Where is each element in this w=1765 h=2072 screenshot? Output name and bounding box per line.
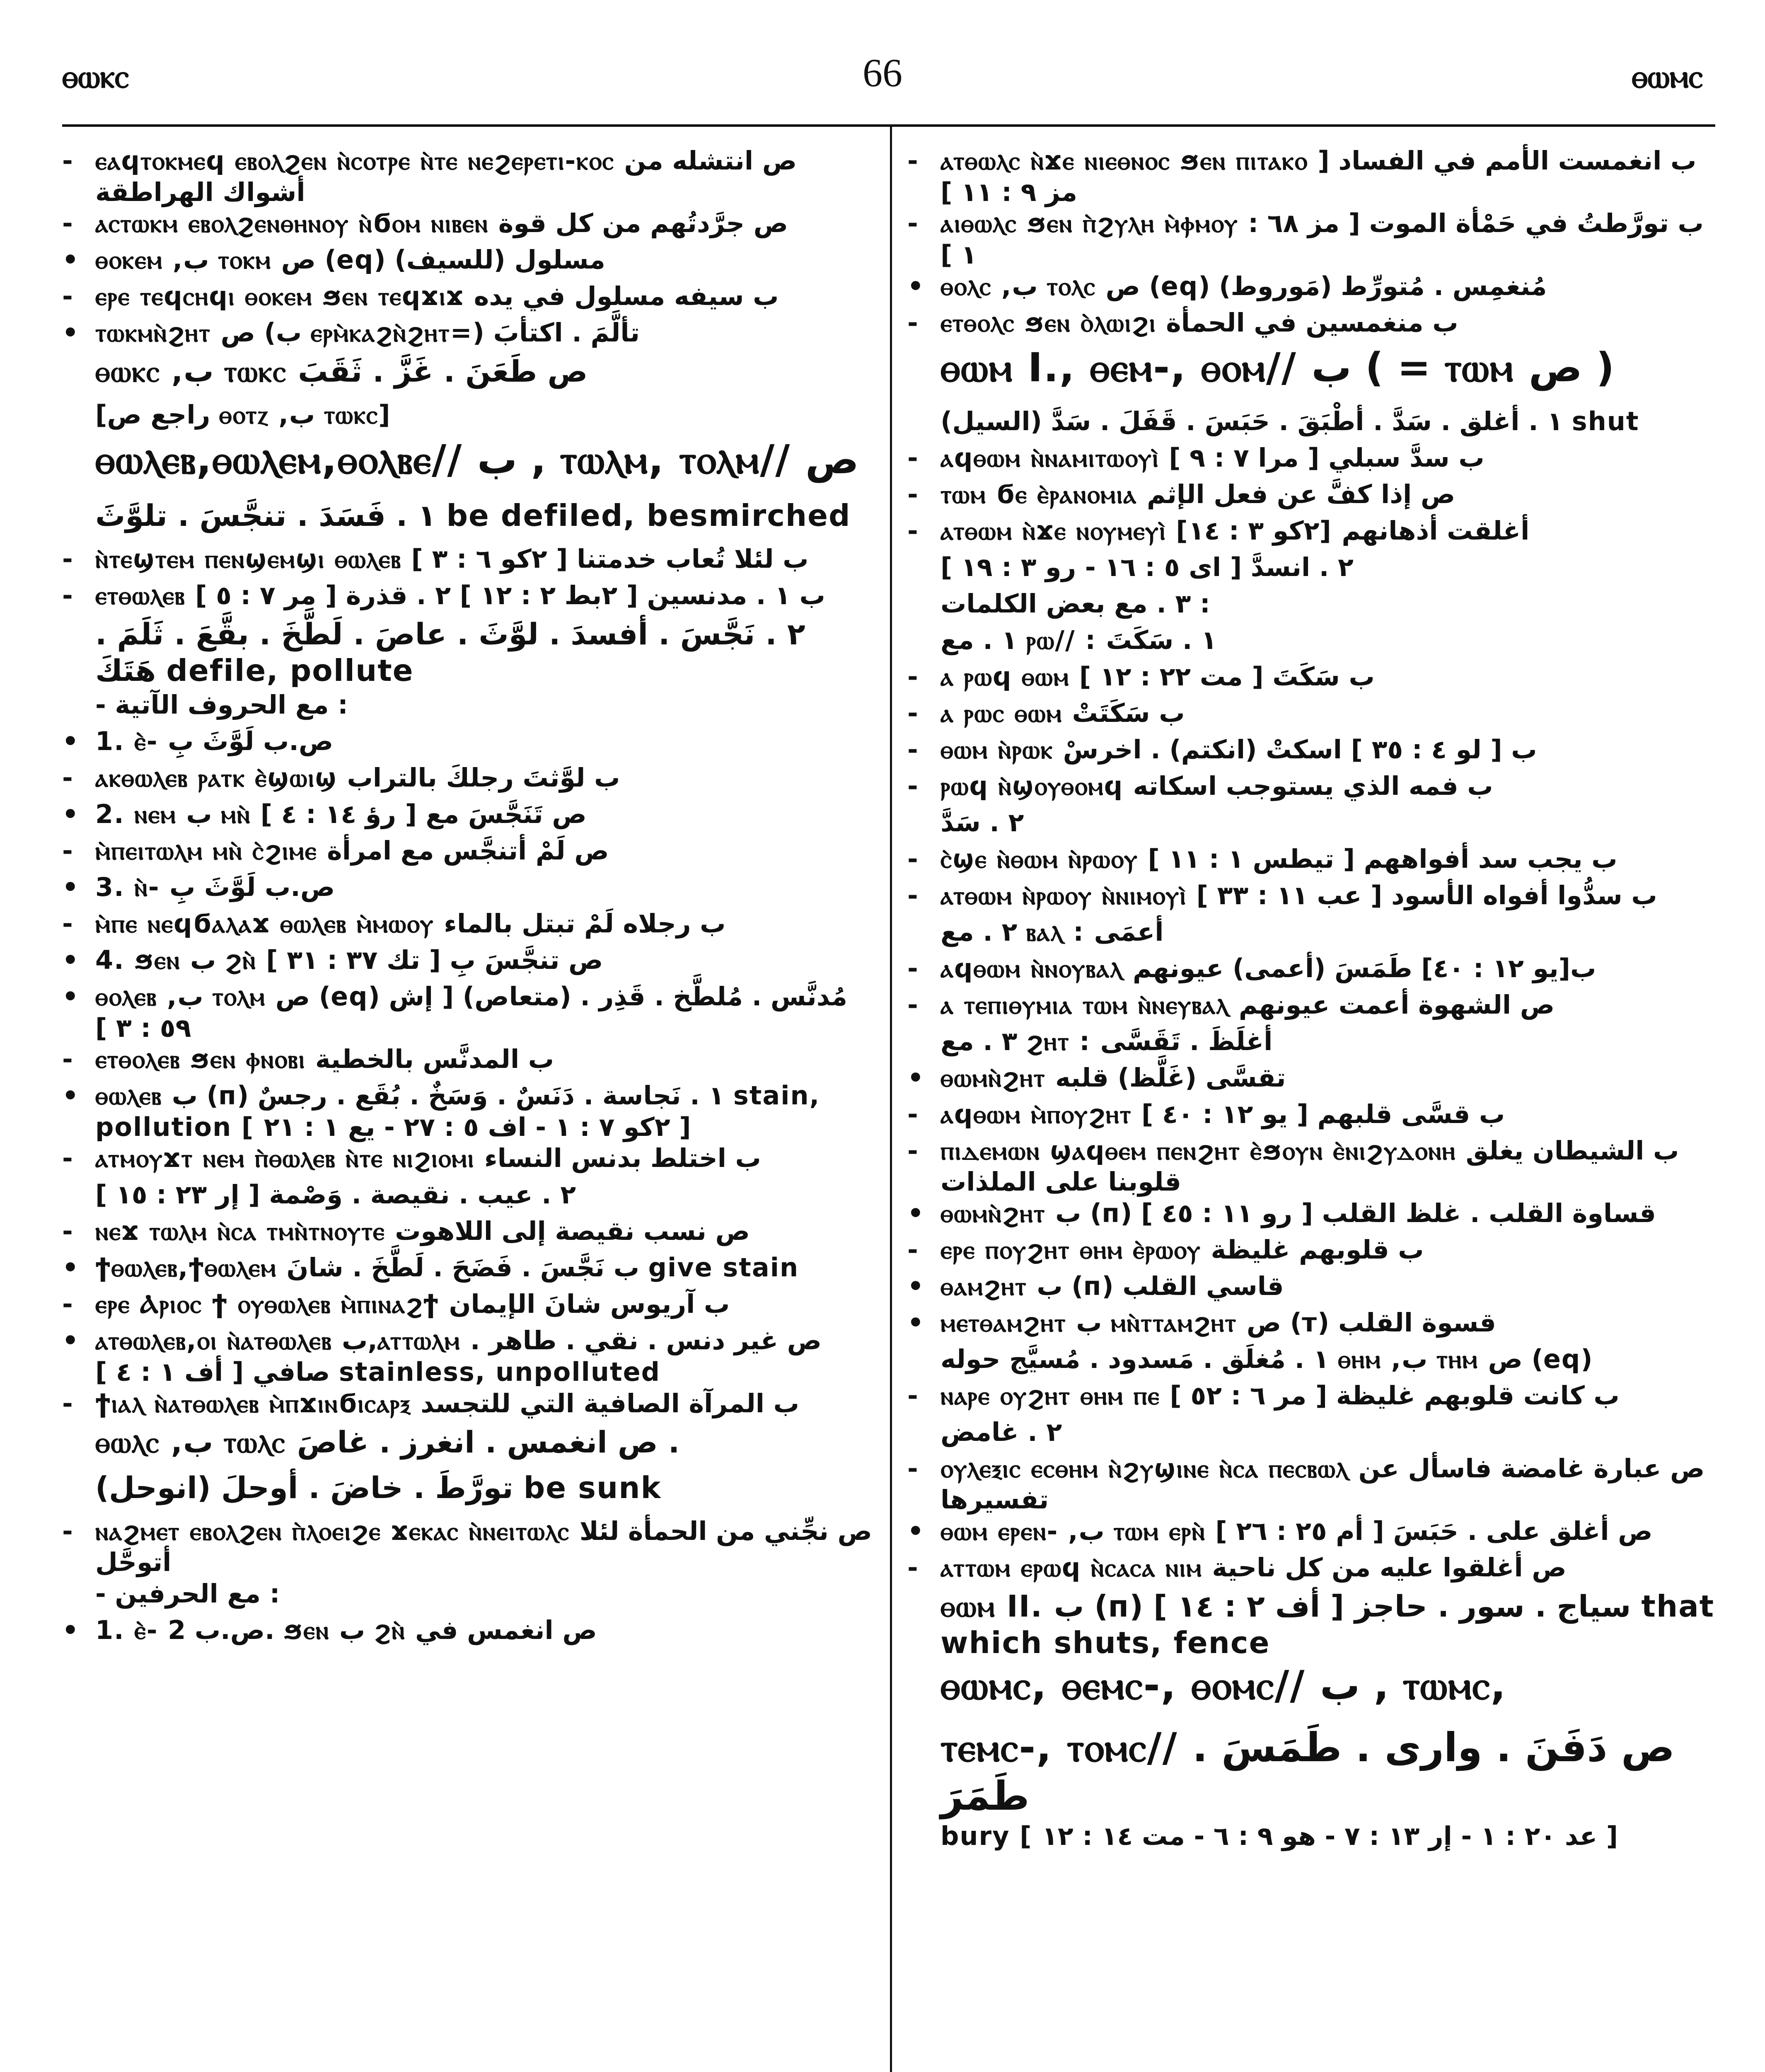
dictionary-entry xyxy=(907,1198,1719,1234)
entry-text: ⲁⲕⲑⲱⲗⲉⲃ ⲣⲁⲧⲕ ⲉ̀ϣⲱⲓϣ ب لوَّثتَ رجلكَ بالتراب xyxy=(95,762,620,793)
dictionary-entry xyxy=(62,835,874,871)
entry-text: تورَّطَ . خاضَ . أوحلَ (انوحل) be sunk xyxy=(95,1470,662,1505)
entry-bullet: • xyxy=(62,981,79,1012)
dictionary-entry xyxy=(907,1099,1719,1135)
entry-text: ⲑⲱⲗⲉⲃ ب (п) ١ . نَجاسة . دَنَسٌ . وَسَخٌ . بُقَع . رجسٌ stain, pollution [ ٢كو ٧ : ١ - اف ٥ : ٢٧ - يع ١ : ٢١ ] xyxy=(95,1080,820,1142)
entry-text: ⲁϥⲑⲱⲙ ⲛ̀ⲛⲁⲙⲓⲧⲱⲟⲩⲓ̀ ب سدَّ سبلي [ مرا ٧ : ٩ ] xyxy=(941,442,1485,473)
entry-text: ⲁϥⲑⲱⲙ ⲙ̀ⲡⲟⲩϩⲏⲧ ب قسَّى قلبهم [ يو ١٢ : ٤٠ ] xyxy=(941,1099,1505,1129)
entry-text: ⲑⲱⲙ I., ⲑⲉⲙ-, ⲑⲟⲙ// ب ( = ⲧⲱⲙ ص ) xyxy=(941,344,1615,391)
entry-bullet: - xyxy=(907,515,918,546)
entry-bullet: • xyxy=(62,726,79,756)
dictionary-entry xyxy=(907,145,1719,208)
entry-bullet: • xyxy=(62,1325,79,1356)
dictionary-entry xyxy=(62,145,874,208)
entry-text: ⲁϥⲑⲱⲙ ⲛ̀ⲛⲟⲩⲃⲁⲗ ب[يو ١٢ : ٤٠] طَمَسَ (أعمى) عيونهم xyxy=(941,953,1596,983)
entry-bullet: - xyxy=(907,1234,918,1265)
entry-text: ١ . فَسَدَ . تنجَّسَ . تلوَّثَ be defiled, besmirched xyxy=(95,498,851,533)
dictionary-entry xyxy=(62,1424,874,1470)
dictionary-entry xyxy=(62,1080,874,1143)
dictionary-entry xyxy=(907,406,1719,442)
entry-bullet: - xyxy=(62,580,73,611)
dictionary-entry xyxy=(62,1043,874,1080)
entry-text: 1. ⲉ̀- ص.ب 2. ϧⲉⲛ ب ϩⲛ̀ ص انغمس في xyxy=(95,1615,597,1645)
entry-text: ⲙⲉⲧⲑⲁⲙϩⲏⲧ ب ⲙⲛ̀ⲧⲧⲁⲙϩⲏⲧ ص (т) قسوة القلب xyxy=(941,1307,1496,1338)
entry-text: ٣ . مع ϩⲏⲧ : أغلَظَ . تَقَسَّى xyxy=(941,1026,1273,1056)
entry-bullet: - xyxy=(62,1388,73,1418)
entry-bullet: - xyxy=(907,442,918,473)
dictionary-entry xyxy=(907,807,1719,843)
entry-bullet: - xyxy=(62,835,73,866)
entry-text: ⲑⲱⲙⲥ, ⲑⲉⲙⲥ-, ⲑⲟⲙⲥ// ب , ⲧⲱⲙⲥ, xyxy=(941,1662,1507,1709)
entry-bullet: • xyxy=(907,1271,924,1301)
dictionary-entry xyxy=(62,944,874,981)
entry-bullet: - xyxy=(907,843,918,874)
dictionary-entry xyxy=(62,1470,874,1515)
entry-text: ⲙ̀ⲡⲉⲓⲧⲱⲗⲙ ⲙⲛ̀ ⲥ̀ϩⲓⲙⲉ ص لَمْ أتنجَّس مع امرأة xyxy=(95,835,609,866)
entry-text: ⲧⲱⲙ ϭⲉ ⲉ̀ⲣⲁⲛⲟⲙⲓⲁ ص إذا كفَّ عن فعل الإثم xyxy=(941,479,1456,509)
entry-text: ⲁⲥⲧⲱⲕⲙ ⲉⲃⲟⲗϩⲉⲛⲑⲏⲛⲟⲩ ⲛ̀ϭⲟⲙ ⲛⲓⲃⲉⲛ ص جرَّدتُهم من كل قوة xyxy=(95,208,788,239)
entry-text: ⲛⲁⲣⲉ ⲟⲩϩⲏⲧ ⲑⲏⲙ ⲡⲉ ب كانت قلوبهم غليظة [ مر ٦ : ٥٢ ] xyxy=(941,1380,1620,1411)
entry-text: ٢ . عيب . نقيصة . وَصْمة [ إر ٢٣ : ١٥ ] xyxy=(95,1179,576,1210)
entry-text: ⲉⲣⲉ ⲡⲟⲩϩⲏⲧ ⲑⲏⲙ ⲉ̀ⲣⲱⲟⲩ ب قلوبهم غليظة xyxy=(941,1234,1424,1265)
dictionary-entry xyxy=(907,1380,1719,1416)
entry-text: [راجع ص ⲑⲟⲧⲍ ,ب ⲧⲱⲕⲥ] xyxy=(95,399,390,430)
dictionary-entry xyxy=(62,244,874,281)
entry-text: ⲁⲧⲑⲱⲙ ⲛ̀ⲣⲱⲟⲩ ⲛ̀ⲛⲓⲙⲟⲩⲓ̀ ب سدُّوا أفواه الأسود [ عب ١١ : ٣٣ ] xyxy=(941,880,1657,910)
dictionary-entry xyxy=(62,1325,874,1387)
entry-text: ⲑⲱⲙ ⲉⲣⲉⲛ- ,ب ⲧⲱⲙ ⲉⲣⲛ̀ ص أغلق على . حَبَسَ [ أم ٢٥ : ٢٦ ] xyxy=(941,1516,1653,1546)
entry-text: ٣ . مع بعض الكلمات : xyxy=(941,588,1210,619)
entry-text: ٢ . مع ⲃⲁⲗ : أعمَى xyxy=(941,916,1164,947)
entry-bullet: - xyxy=(62,544,73,574)
dictionary-entry xyxy=(907,1552,1719,1588)
entry-text: ٢ . نَجَّسَ . أفسدَ . لوَّثَ . عاصَ . لَطَّخَ . بقَّعَ . ثَلَمَ . هَتَكَ defile, pollute xyxy=(95,617,805,688)
dictionary-entry xyxy=(62,616,874,689)
entry-text: ⲑⲟⲕⲉⲙ ,ب ⲧⲟⲕⲙ ص (eq) مسلول (للسيف) xyxy=(95,244,605,275)
dictionary-entry xyxy=(62,436,874,498)
entry-bullet: - xyxy=(62,1515,73,1546)
entry-text: ⲥ̀ϣⲉ ⲛ̀ⲑⲱⲙ ⲛ̀ⲣⲱⲟⲩ ب يجب سد أفواههم [ تيطس ١ : ١١ ] xyxy=(941,843,1618,874)
entry-text: ⲁⲧⲙⲟⲩϫⲧ ⲛⲉⲙ ⲡ̀ⲑⲱⲗⲉⲃ ⲛ̀ⲧⲉ ⲛⲓϩⲓⲟⲙⲓ ب اختلط بدنس النساء xyxy=(95,1143,761,1174)
entry-text: ⲣⲱϥ ⲛ̀ϣⲟⲩⲑⲟⲙϥ ب فمه الذي يستوجب اسكاته xyxy=(941,770,1493,801)
dictionary-entry xyxy=(907,1820,1719,1857)
dictionary-entry xyxy=(62,580,874,616)
dictionary-entry xyxy=(907,1661,1719,1723)
dictionary-entry xyxy=(62,498,874,543)
dictionary-entry xyxy=(907,880,1719,916)
entry-bullet: • xyxy=(907,1307,924,1338)
dictionary-entry xyxy=(62,1252,874,1288)
header-rule xyxy=(62,124,1715,127)
entry-bullet: - xyxy=(907,1135,918,1166)
entry-bullet: - xyxy=(907,1099,918,1129)
dictionary-entry xyxy=(907,588,1719,625)
entry-text: ١ . مُغلَق . مَسدود . مُسيَّج حوله ⲑⲏⲙ ,ب ⲧⲏⲙ ص (eq) xyxy=(941,1343,1593,1374)
entry-text: ⲑⲁⲙϩⲏⲧ ب (п) قاسي القلب xyxy=(941,1271,1284,1301)
entry-text: ⲉⲣⲉ Ⲁⲣⲓⲟⲥ ϯ ⲟⲩⲑⲱⲗⲉⲃ ⲙ̀ⲡⲓⲛⲁϩϯ ب آريوس شانَ الإيمان xyxy=(95,1289,730,1319)
entry-bullet: - xyxy=(62,1216,73,1247)
entry-text: ⲉⲧⲑⲱⲗⲉⲃ ب ١ . مدنسين [ ٢بط ٢ : ١٢ ] ٢ . قذرة [ مر ٧ : ٥ ] xyxy=(95,580,825,611)
entry-bullet: - xyxy=(907,479,918,509)
entry-text: - مع الحرفين : xyxy=(95,1578,280,1609)
dictionary-entry xyxy=(907,515,1719,552)
dictionary-entry xyxy=(907,1723,1719,1820)
dictionary-entry xyxy=(62,1215,874,1252)
entry-bullet: - xyxy=(907,697,918,728)
entry-text: - مع الحروف الآتية : xyxy=(95,689,348,720)
dictionary-entry xyxy=(907,307,1719,344)
entry-text: 3. ⲛ̀- ص.ب لَوَّثَ بِ xyxy=(95,871,335,902)
dictionary-entry xyxy=(907,1026,1719,1062)
entry-text: ١ . أغلق . سَدَّ . أطْبَقَ . حَبَسَ . قَفَلَ . سَدَّ (السيل) shut xyxy=(941,406,1639,436)
entry-bullet: • xyxy=(62,1252,79,1283)
dictionary-entry xyxy=(62,317,874,353)
entry-bullet: • xyxy=(62,944,79,975)
running-head-right: ⲑⲱⲙⲥ xyxy=(1632,58,1703,95)
dictionary-entry xyxy=(907,1062,1719,1099)
dictionary-entry xyxy=(907,989,1719,1026)
entry-text: bury [ عد ٢٠ : ١ - إر ١٣ : ٧ - هو ٩ : ٦ - مت ١٤ : ١٢ ] xyxy=(941,1820,1619,1851)
entry-bullet: - xyxy=(907,145,918,176)
entry-text: ⲛⲉϫ ⲧⲱⲗⲙ ⲛ̀ⲥⲁ ⲧⲙⲛ̀ⲧⲛⲟⲩⲧⲉ ص نسب نقيصة إلى اللاهوت xyxy=(95,1216,750,1247)
dictionary-entry xyxy=(907,271,1719,307)
entry-bullet: - xyxy=(62,281,73,312)
entry-bullet: - xyxy=(907,1453,918,1484)
entry-text: ⲟⲩⲗⲉⲝⲓⲥ ⲉⲥⲑⲏⲙ ⲛ̀ϩⲩϣⲓⲛⲉ ⲛ̀ⲥⲁ ⲡⲉⲥⲃⲱⲗ ص عبارة غامضة فاسأل عن تفسيرها xyxy=(941,1453,1705,1515)
entry-text: ϯⲓⲁⲗ ⲛ̀ⲁⲧⲑⲱⲗⲉⲃ ⲙ̀ⲡϫⲓⲛϭⲓⲥⲁⲣⲝ ب المرآة الصافية التي للتجسد xyxy=(95,1388,799,1418)
entry-bullet: - xyxy=(62,145,73,176)
entry-text: 4. ϧⲉⲛ ب ϩⲛ̀ ص تنجَّسَ بِ [ تك ٣٧ : ٣١ ] xyxy=(95,944,603,975)
entry-text: ⲁⲧⲧⲱⲙ ⲉⲣⲱϥ ⲛ̀ⲥⲁⲥⲁ ⲛⲓⲙ ص أغلقوا عليه من كل ناحية xyxy=(941,1552,1567,1583)
entry-text: ϯⲑⲱⲗⲉⲃ,ϯⲑⲱⲗⲉⲙ ب نَجَّسَ . فَضَحَ . لَطَّخَ . شانَ give stain xyxy=(95,1252,799,1283)
dictionary-entry xyxy=(907,442,1719,479)
dictionary-entry xyxy=(907,770,1719,807)
dictionary-entry xyxy=(62,1615,874,1651)
entry-text: ⲁⲧⲑⲱⲗⲥ ⲛ̀ϫⲉ ⲛⲓⲉⲑⲛⲟⲥ ϧⲉⲛ ⲡⲓⲧⲁⲕⲟ ب انغمست الأمم في الفساد [ مز ٩ : ١١ ] xyxy=(941,145,1697,207)
entry-bullet: - xyxy=(907,953,918,983)
page-number: 66 xyxy=(863,51,902,95)
entry-text: ⲁ ⲣⲱϥ ⲑⲱⲙ ب سَكَتَ [ مت ٢٢ : ١٢ ] xyxy=(941,661,1375,692)
entry-text: ⲡⲓⲇⲉⲙⲱⲛ ϣⲁϥⲑⲉⲙ ⲡⲉⲛϩⲏⲧ ⲉ̀ϧⲟⲩⲛ ⲉ̀ⲛⲓϩⲩⲇⲟⲛⲏ ب الشيطان يغلق قلوبنا على الملذات xyxy=(941,1135,1679,1197)
dictionary-entry xyxy=(907,1588,1719,1661)
dictionary-entry xyxy=(907,208,1719,270)
entry-text: ⲁ ⲧⲉⲡⲓⲑⲩⲙⲓⲁ ⲧⲱⲙ ⲛ̀ⲛⲉⲩⲃⲁⲗ ص الشهوة أعمت عيونهم xyxy=(941,989,1555,1020)
entry-text: ١ . مع ⲣⲱ// : ١ . سَكَتَ xyxy=(941,625,1217,655)
entry-text: ⲙ̀ⲡⲉ ⲛⲉϥϭⲁⲗⲁϫ ⲑⲱⲗⲉⲃ ⲙ̀ⲙⲱⲟⲩ ب رجلاه لَمْ تبتل بالماء xyxy=(95,908,726,939)
column-divider xyxy=(890,124,892,2072)
dictionary-entry xyxy=(907,697,1719,734)
entry-text: ⲑⲱⲙ ⲛ̀ⲣⲱⲕ ب [ لو ٤ : ٣٥ ] اسكتْ (انكتم) . اخرسْ xyxy=(941,734,1537,765)
entry-bullet: - xyxy=(62,1289,73,1319)
dictionary-entry xyxy=(907,1453,1719,1515)
right-column xyxy=(907,145,1719,1857)
entry-text: ⲧⲱⲕⲙⲛ̀ϩⲏⲧ ص (ب ⲉⲣⲙ̀ⲕⲁϩⲛ̀ϩⲏⲧ=) تألَّمَ . اكتأبَ xyxy=(95,317,640,348)
entry-text: ٢ . انسدَّ [ اى ٥ : ١٦ - رو ٣ : ١٩ ] xyxy=(941,552,1354,582)
entry-text: ⲑⲱⲙⲛ̀ϩⲏⲧ ب (п) قساوة القلب . غلظ القلب [ رو ١١ : ٤٥ ] xyxy=(941,1198,1656,1228)
dictionary-entry xyxy=(62,208,874,244)
entry-bullet: - xyxy=(907,1380,918,1411)
entry-text: ⲑⲱⲙ II. ب (п) سياج . سور . حاجز [ أف ٢ : ١٤ ] that which shuts, fence xyxy=(941,1589,1715,1660)
running-head-left: ⲑⲱⲕⲥ xyxy=(62,58,129,95)
entry-text: ⲉⲣⲉ ⲧⲉϥⲥⲏϥⲓ ⲑⲟⲕⲉⲙ ϧⲉⲛ ⲧⲉϥϫⲓϫ ب سيفه مسلول في يده xyxy=(95,281,779,312)
dictionary-entry xyxy=(62,1288,874,1325)
dictionary-entry xyxy=(907,1307,1719,1343)
entry-text: ⲧⲉⲙⲥ-, ⲧⲟⲙⲥ// ص دَفَنَ . وارى . طَمَسَ . طَمَرَ xyxy=(941,1724,1675,1819)
entry-bullet: - xyxy=(907,1552,918,1583)
dictionary-entry xyxy=(907,1343,1719,1380)
entry-bullet: - xyxy=(907,770,918,801)
dictionary-entry xyxy=(907,734,1719,770)
entry-text: ⲑⲱⲗⲉⲃ,ⲑⲱⲗⲉⲙ,ⲑⲟⲗⲃⲉ// ب , ⲧⲱⲗⲙ, ⲧⲟⲗⲙ// ص xyxy=(95,436,859,483)
dictionary-entry xyxy=(62,1179,874,1215)
entry-text: ⲉⲁϥⲧⲟⲕⲙⲉϥ ⲉⲃⲟⲗϩⲉⲛ ⲛ̀ⲥⲟⲧⲣⲉ ⲛ̀ⲧⲉ ⲛⲉϩⲉⲣⲉⲧⲓ-ⲕⲟⲥ ص انتشله من أشواك الهراطقة xyxy=(95,145,797,207)
dictionary-entry xyxy=(907,1135,1719,1198)
entry-bullet: • xyxy=(62,871,79,902)
dictionary-entry xyxy=(62,543,874,580)
dictionary-entry xyxy=(907,843,1719,880)
entry-bullet: - xyxy=(62,208,73,239)
entry-bullet: - xyxy=(907,989,918,1020)
entry-bullet: - xyxy=(907,880,918,910)
entry-text: ٢ . غامض xyxy=(941,1416,1062,1447)
left-column xyxy=(62,145,874,1651)
dictionary-entry xyxy=(62,1578,874,1615)
entry-text: ⲛⲁϩⲙⲉⲧ ⲉⲃⲟⲗϩⲉⲛ ⲡ̀ⲗⲟⲉⲓϩⲉ ϫⲉⲕⲁⲥ ⲛ̀ⲛⲉⲓⲧⲱⲗⲥ ص نجِّني من الحمأة لئلا أتوحَّل xyxy=(95,1515,872,1578)
entry-text: ⲑⲱⲕⲥ ,ب ⲧⲱⲕⲥ ص طَعَنَ . غَزَّ . ثَقَبَ xyxy=(95,354,588,389)
entry-bullet: • xyxy=(62,244,79,275)
entry-text: ⲉⲧⲑⲟⲗⲥ ϧⲉⲛ ⲟ̀ⲗⲱⲓϩⲓ ب منغمسين في الحمأة xyxy=(941,307,1458,338)
dictionary-entry xyxy=(62,762,874,799)
entry-bullet: • xyxy=(62,317,79,348)
entry-text: ⲑⲟⲗⲉⲃ ,ب ⲧⲟⲗⲙ ص (eq) مُدنَّس . مُلطَّخ . قَذِر . (متعاص) [ إش ٥٩ : ٣ ] xyxy=(95,981,847,1043)
dictionary-entry xyxy=(907,1416,1719,1453)
dictionary-entry xyxy=(907,1271,1719,1307)
entry-bullet: • xyxy=(907,1198,924,1228)
dictionary-entry xyxy=(907,479,1719,515)
entry-bullet: • xyxy=(907,271,924,301)
entry-text: ⲁⲧⲑⲱⲗⲉⲃ,ⲟⲓ ⲛ̀ⲁⲧⲑⲱⲗⲉⲃ ب,ⲁⲧⲧⲱⲗⲙ ص غير دنس . نقي . طاهر . صافي [ أف ١ : ٤ ] stainless, unpolluted xyxy=(95,1325,822,1387)
entry-bullet: • xyxy=(62,799,79,829)
dictionary-entry xyxy=(907,552,1719,588)
dictionary-entry xyxy=(62,1388,874,1424)
dictionary-entry xyxy=(907,1234,1719,1271)
dictionary-entry xyxy=(62,1143,874,1179)
entry-text: ٢ . سَدَّ xyxy=(941,807,1024,838)
entry-bullet: • xyxy=(907,1062,924,1093)
entry-bullet: - xyxy=(907,661,918,692)
entry-bullet: - xyxy=(907,307,918,338)
dictionary-entry xyxy=(907,344,1719,406)
dictionary-entry xyxy=(907,1515,1719,1552)
entry-text: ⲉⲧⲑⲟⲗⲉⲃ ϧⲉⲛ ⲫⲛⲟⲃⲓ ب المدنَّس بالخطية xyxy=(95,1044,554,1075)
dictionary-entry xyxy=(62,726,874,762)
entry-bullet: • xyxy=(62,1080,79,1111)
dictionary-entry xyxy=(62,871,874,908)
entry-text: 2. ⲛⲉⲙ ب ⲙⲛ̀ ص تَنَجَّسَ مع [ رؤ ١٤ : ٤ ] xyxy=(95,799,587,829)
entry-bullet: - xyxy=(62,1044,73,1075)
entry-bullet: • xyxy=(62,1615,79,1645)
entry-text: ⲑⲟⲗⲥ ,ب ⲧⲟⲗⲥ ص (eq) مُنغمِس . مُتورِّط (مَوروط) xyxy=(941,271,1547,301)
dictionary-entry xyxy=(62,799,874,835)
entry-text: ⲁ ⲣⲱⲥ ⲑⲱⲙ ب سَكَتَتْ xyxy=(941,697,1185,728)
dictionary-entry xyxy=(907,661,1719,697)
dictionary-entry xyxy=(907,916,1719,953)
entry-text: ⲑⲱⲙⲛ̀ϩⲏⲧ تقسَّى (غَلَّظ) قلبه xyxy=(941,1062,1286,1093)
dictionary-entry xyxy=(907,953,1719,989)
dictionary-entry xyxy=(62,353,874,399)
entry-text: ⲁⲧⲑⲱⲙ ⲛ̀ϫⲉ ⲛⲟⲩⲙⲉⲩⲓ̀ [٢كو ٣ : ١٤] أغلقت أذهانهم xyxy=(941,515,1530,546)
entry-text: ⲁⲓⲑⲱⲗⲥ ϧⲉⲛ ⲡ̀ϩⲩⲗⲏ ⲙ̀ⲫⲙⲟⲩ ب تورَّطتُ في حَمْأة الموت [ مز ٦٨ : ١ ] xyxy=(941,208,1704,270)
dictionary-entry xyxy=(62,981,874,1043)
dictionary-entry xyxy=(62,281,874,317)
dictionary-entry xyxy=(62,1515,874,1578)
dictionary-entry xyxy=(907,625,1719,661)
entry-text: 1. ⲉ̀- ص.ب لَوَّثَ بِ xyxy=(95,726,334,756)
entry-bullet: - xyxy=(62,908,73,939)
entry-bullet: - xyxy=(62,762,73,793)
entry-text: ⲑⲱⲗⲥ ,ب ⲧⲱⲗⲥ ص انغمس . انغرز . غاصَ . xyxy=(95,1424,680,1460)
entry-bullet: - xyxy=(907,734,918,765)
entry-bullet: - xyxy=(907,208,918,239)
entry-bullet: • xyxy=(907,1516,924,1546)
dictionary-entry xyxy=(62,908,874,944)
entry-text: ⲛ̀ⲧⲉϣⲧⲉⲙ ⲡⲉⲛϣⲉⲙϣⲓ ⲑⲱⲗⲉⲃ ب لئلا تُعاب خدمتنا [ ٢كو ٦ : ٣ ] xyxy=(95,544,809,574)
entry-bullet: - xyxy=(62,1143,73,1174)
dictionary-entry xyxy=(62,689,874,726)
dictionary-entry xyxy=(62,399,874,436)
